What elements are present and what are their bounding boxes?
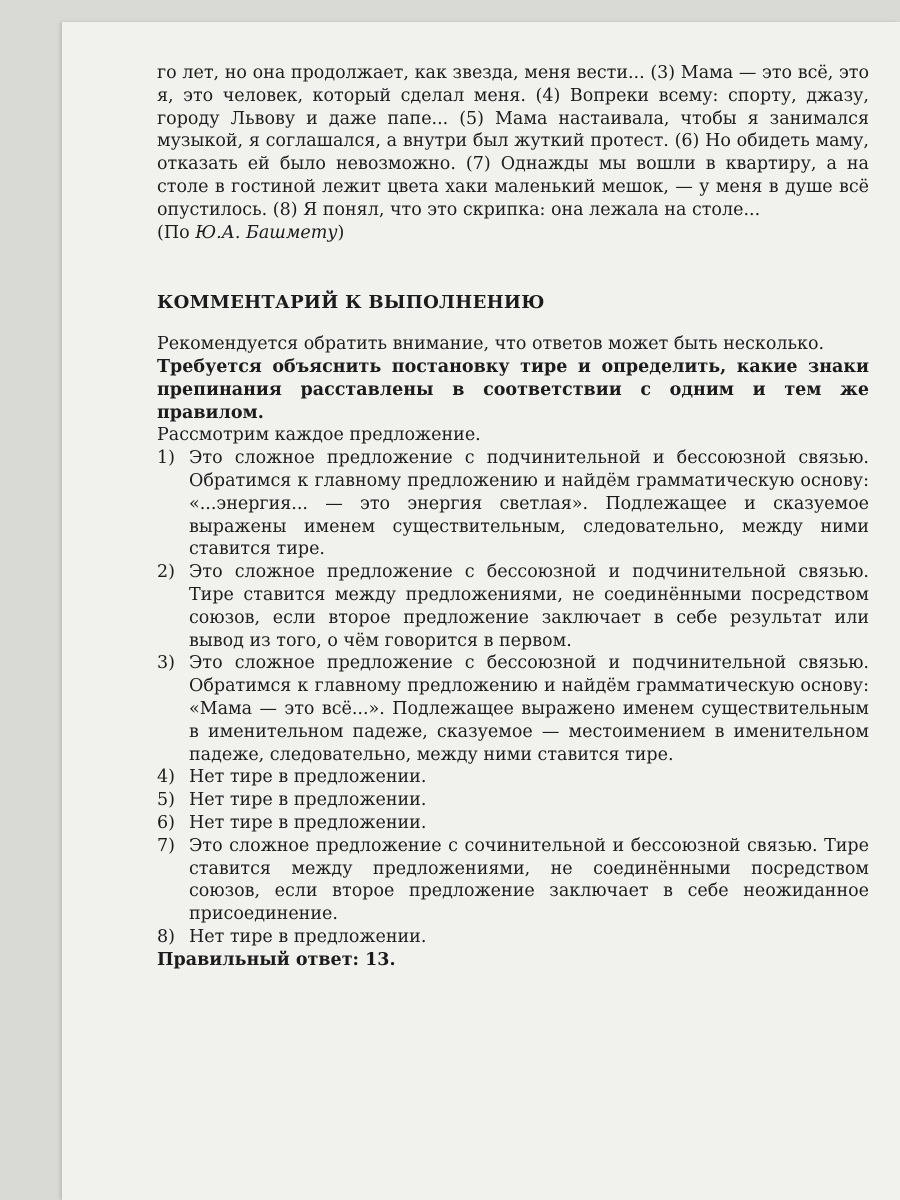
intro-paragraph: Рекомендуется обратить внимание, что ответов может быть несколько. xyxy=(157,334,825,355)
item-text: Нет тире в предложении. xyxy=(189,790,427,811)
item-text: Нет тире в предложении. xyxy=(189,926,427,947)
sentence-analysis-list xyxy=(157,447,869,949)
item-number: 5) xyxy=(157,790,175,811)
item-text: Нет тире в предложении. xyxy=(189,767,427,788)
page-content xyxy=(157,62,869,971)
attribution-suffix: ) xyxy=(337,222,345,243)
correct-answer: Правильный ответ: 13. xyxy=(157,949,396,970)
item-number: 1) xyxy=(157,448,175,469)
list-item xyxy=(157,789,869,812)
text-excerpt: го лет, но она продолжает, как звезда, меня вести... (3) Мама — это всё, это я, это человек, который сделал меня. (4) Вопреки всему: спорту, джазу, городу Львову и даже папе... (5) Мама настаивала, чтобы я занимался музыкой, я соглашался, а внутри был жуткий протест. (6) Но обидеть маму, отказать ей было невозможно. (7) Однажды мы вошли в квартиру, а на столе в гостиной лежит цвета хаки маленький мешок, — у меня в душе всё опустилось. (8) Я понял, что это скрипка: она лежала на столе... xyxy=(157,63,869,220)
item-text: Это сложное предложение с подчинительной и бессоюзной связью. Обратимся к главному предложению и найдём грамматическую основу: «...энергия... — это энергия светлая». Подлежащее и сказуемое выражены именем существительным, следовательно, между ними ставится тире. xyxy=(189,448,869,560)
item-number: 2) xyxy=(157,562,175,583)
item-number: 8) xyxy=(157,926,175,947)
list-item xyxy=(157,652,869,766)
item-number: 6) xyxy=(157,812,175,833)
task-statement: Требуется объяснить постановку тире и определить, какие знаки препинания расставлены в соответствии с одним и тем же правилом. xyxy=(157,356,869,423)
item-text: Это сложное предложение с бессоюзной и подчинительной связью. Тире ставится между предложениями, не соединёнными посредством союзов, если второе предложение заключает в себе результат или вывод из того, о чём говорится в первом. xyxy=(189,562,869,651)
item-number: 3) xyxy=(157,653,175,674)
item-text: Нет тире в предложении. xyxy=(189,812,427,833)
list-item xyxy=(157,926,869,949)
list-item xyxy=(157,766,869,789)
section-title: КОММЕНТАРИЙ К ВЫПОЛНЕНИЮ xyxy=(157,292,545,314)
consider-line: Рассмотрим каждое предложение. xyxy=(157,425,481,446)
list-item xyxy=(157,447,869,561)
list-item xyxy=(157,561,869,652)
item-number: 4) xyxy=(157,767,175,788)
book-page xyxy=(62,22,900,1200)
attribution xyxy=(157,222,869,245)
attribution-prefix: (По xyxy=(157,222,196,243)
attribution-author: Ю.А. Башмету xyxy=(195,222,338,243)
item-number: 7) xyxy=(157,835,175,856)
list-item xyxy=(157,812,869,835)
item-text: Это сложное предложение с бессоюзной и подчинительной связью. Обратимся к главному предложению и найдём грамматическую основу: «Мама — это всё...». Подлежащее выражено именем существительным в именительном падеже, сказуемое — местоимением в именительном падеже, следовательно, между ними ставится тире. xyxy=(189,653,869,765)
item-text: Это сложное предложение с сочинительной и бессоюзной связью. Тире ставится между предложениями, не соединёнными посредством союзов, если второе предложение заключает в себе неожиданное присоединение. xyxy=(189,835,869,925)
list-item xyxy=(157,835,869,926)
